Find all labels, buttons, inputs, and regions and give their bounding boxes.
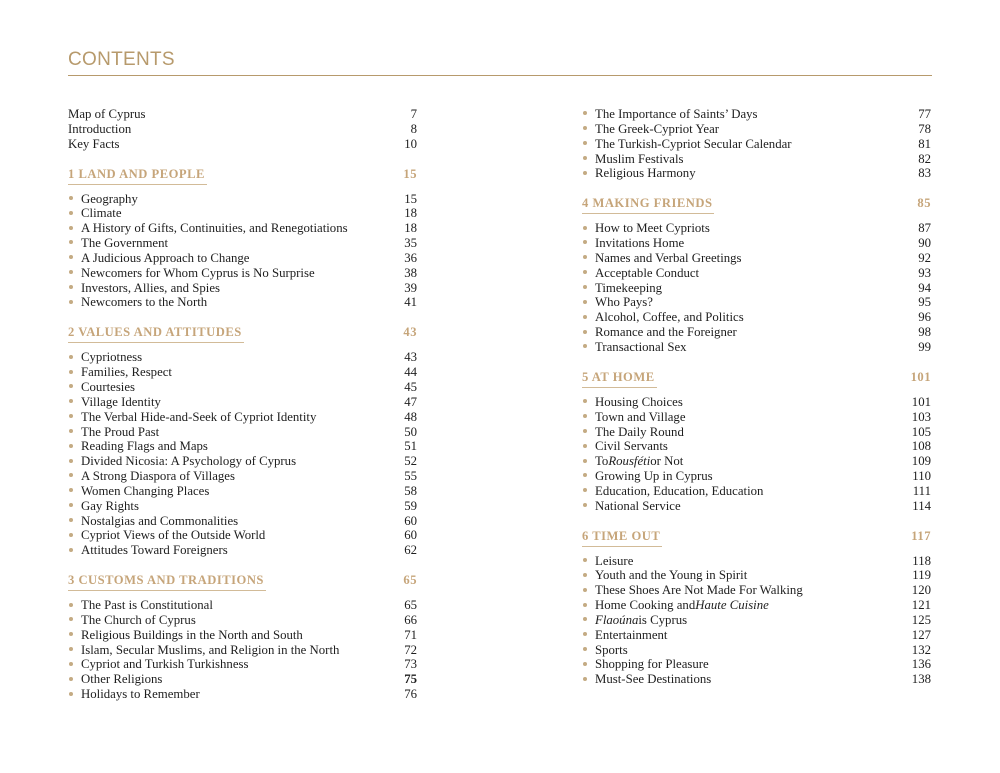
toc-entry-title: Timekeeping: [595, 280, 663, 295]
bullet-icon: [69, 444, 73, 448]
toc-entry[interactable]: [582, 310, 931, 325]
toc-entry[interactable]: [68, 425, 417, 440]
chapter-heading-title: 6 TIME OUT: [582, 528, 662, 547]
chapter-heading-title: 4 MAKING FRIENDS: [582, 195, 714, 214]
toc-entry[interactable]: [582, 236, 931, 251]
bullet-icon: [583, 156, 587, 160]
toc-entry-title: Map of Cyprus: [68, 107, 146, 121]
toc-entry-page: 77: [918, 107, 931, 121]
toc-entry-title: The Greek-Cypriot Year: [595, 121, 720, 136]
toc-entry[interactable]: [68, 543, 417, 558]
toc-entry[interactable]: [582, 554, 931, 569]
chapter-heading[interactable]: [582, 528, 931, 547]
bullet-icon: [583, 240, 587, 244]
toc-entry-title: Entertainment: [595, 627, 668, 642]
toc-entry-title: Newcomers for Whom Cyprus is No Surprise: [81, 265, 315, 280]
toc-entry[interactable]: [582, 454, 931, 469]
toc-entry-title: Names and Verbal Greetings: [595, 250, 742, 265]
toc-entry[interactable]: [68, 410, 417, 425]
toc-entry-page: 47: [404, 394, 417, 409]
bullet-icon: [583, 662, 587, 666]
toc-entry-title: A History of Gifts, Continuities, and Renegotiations: [81, 221, 348, 236]
bullet-icon: [69, 414, 73, 418]
toc-entry-page: 48: [404, 409, 417, 424]
toc-entry-page: 44: [404, 365, 417, 380]
toc-entry-title: Transactional Sex: [595, 339, 687, 354]
bullet-icon: [69, 429, 73, 433]
toc-entry[interactable]: [68, 236, 417, 251]
toc-entry-page: 59: [404, 498, 417, 513]
toc-entry-page: 10: [404, 136, 417, 151]
toc-entry-title: Invitations Home: [595, 236, 685, 251]
toc-entry-title: A Judicious Approach to Change: [81, 250, 250, 265]
chapter-heading[interactable]: [582, 195, 931, 214]
toc-entry[interactable]: [582, 395, 931, 410]
toc-entry-page: 105: [911, 424, 931, 439]
bullet-icon: [583, 444, 587, 448]
toc-entry[interactable]: [582, 425, 931, 440]
toc-entry-title: The Proud Past: [81, 424, 160, 439]
toc-entry[interactable]: [68, 469, 417, 484]
toc-entry-page: 71: [404, 627, 417, 642]
toc-entry-page: 125: [911, 612, 931, 627]
toc-entry[interactable]: [582, 251, 931, 266]
toc-entry-title: Cypriot and Turkish Turkishness: [81, 657, 249, 672]
toc-entry[interactable]: [68, 221, 417, 236]
bullet-icon: [583, 429, 587, 433]
toc-entry-title: Gay Rights: [81, 498, 139, 513]
toc-entry-page: 41: [404, 295, 417, 310]
chapter-heading-title: 2 VALUES AND ATTITUDES: [68, 324, 244, 343]
toc-entry-page: 132: [911, 642, 931, 657]
toc-entry[interactable]: [68, 206, 417, 221]
chapter-heading-page: 65: [403, 573, 417, 588]
toc-entry-title: Acceptable Conduct: [595, 265, 700, 280]
toc-entry[interactable]: [68, 598, 417, 613]
toc-entry-page: 76: [404, 687, 417, 702]
toc-entry-page: 43: [404, 350, 417, 365]
toc-entry-page: 83: [918, 166, 931, 181]
chapter-heading[interactable]: [68, 324, 417, 343]
toc-entry-page: 93: [918, 265, 931, 280]
chapter-heading-page: 117: [911, 528, 931, 543]
toc-entry[interactable]: [582, 598, 931, 613]
toc-entry[interactable]: [582, 439, 931, 454]
bullet-icon: [69, 473, 73, 477]
toc-entry-page: 78: [918, 121, 931, 136]
toc-entry-title: Holidays to Remember: [81, 687, 200, 702]
bullet-icon: [69, 300, 73, 304]
toc-entry-page: 35: [404, 236, 417, 251]
toc-entry-page: 58: [404, 483, 417, 498]
toc-entry-page: 51: [404, 439, 417, 454]
toc-entry-title: Islam, Secular Muslims, and Religion in the North: [81, 642, 340, 657]
bullet-icon: [69, 603, 73, 607]
toc-entry[interactable]: [582, 295, 931, 310]
toc-entry-title-italic: Flaoúna: [595, 612, 639, 627]
toc-entry-title: Geography: [81, 191, 138, 206]
toc-entry-title: Sports: [595, 642, 628, 657]
bullet-icon: [583, 255, 587, 259]
bullet-icon: [69, 255, 73, 259]
toc-entry[interactable]: [68, 657, 417, 672]
toc-entry[interactable]: [582, 469, 931, 484]
toc-entry-page: 38: [404, 265, 417, 280]
toc-entry-page: 121: [911, 598, 931, 613]
toc-entry-page: 92: [918, 250, 931, 265]
toc-entry[interactable]: [68, 528, 417, 543]
toc-entry-page: 95: [918, 295, 931, 310]
toc-entry-title: Divided Nicosia: A Psychology of Cyprus: [81, 454, 297, 469]
toc-entry[interactable]: [582, 266, 931, 281]
toc-entry[interactable]: [68, 439, 417, 454]
toc-entry[interactable]: [68, 266, 417, 281]
toc-entry[interactable]: [582, 628, 931, 643]
bullet-icon: [583, 473, 587, 477]
toc-entry[interactable]: [68, 137, 417, 152]
toc-entry[interactable]: [582, 281, 931, 296]
toc-entry[interactable]: [582, 657, 931, 672]
toc-entry-page: 15: [404, 191, 417, 206]
toc-entry[interactable]: [582, 221, 931, 236]
bullet-icon: [69, 211, 73, 215]
toc-entry[interactable]: [582, 672, 931, 687]
bullet-icon: [583, 270, 587, 274]
toc-entry-title: The Past is Constitutional: [81, 598, 213, 613]
toc-entry-page: 18: [404, 221, 417, 236]
toc-entry-title: Attitudes Toward Foreigners: [81, 543, 228, 558]
toc-entry-page: 136: [911, 657, 931, 672]
toc-entry-title: Village Identity: [81, 394, 161, 409]
bullet-icon: [69, 488, 73, 492]
bullet-icon: [583, 226, 587, 230]
toc-entry[interactable]: [68, 499, 417, 514]
toc-entry-page: 119: [912, 568, 931, 583]
toc-entry-page: 73: [404, 657, 417, 672]
bullet-icon: [583, 588, 587, 592]
toc-entry-title: Investors, Allies, and Spies: [81, 280, 220, 295]
toc-entry-title: The Government: [81, 236, 169, 251]
toc-entry-page: 94: [918, 280, 931, 295]
toc-entry-title: Key Facts: [68, 136, 120, 151]
toc-entry-page: 96: [918, 310, 931, 325]
bullet-icon: [69, 399, 73, 403]
toc-entry-title: Youth and the Young in Spirit: [595, 568, 748, 583]
toc-entry-page: 127: [911, 627, 931, 642]
toc-entry-page: 18: [404, 206, 417, 221]
toc-entry[interactable]: [68, 672, 417, 687]
toc-entry[interactable]: [582, 499, 931, 514]
chapter-heading-title: 5 AT HOME: [582, 369, 657, 388]
bullet-icon: [69, 632, 73, 636]
bullet-icon: [69, 503, 73, 507]
toc-entry-title: The Importance of Saints’ Days: [595, 107, 758, 121]
toc-entry[interactable]: [582, 410, 931, 425]
toc-entry[interactable]: [68, 687, 417, 702]
bullet-icon: [583, 111, 587, 115]
toc-entry[interactable]: [68, 454, 417, 469]
bullet-icon: [69, 285, 73, 289]
chapter-heading-page: 15: [403, 166, 417, 181]
toc-entry-title: The Turkish-Cypriot Secular Calendar: [595, 136, 792, 151]
toc-entry-title: Growing Up in Cyprus: [595, 469, 713, 484]
toc-entry-title: Muslim Festivals: [595, 151, 684, 166]
bullet-icon: [69, 226, 73, 230]
toc-left-column: [68, 107, 417, 702]
toc-entry[interactable]: [68, 395, 417, 410]
toc-entry-title: These Shoes Are Not Made For Walking: [595, 583, 803, 598]
bullet-icon: [583, 285, 587, 289]
toc-entry[interactable]: [68, 107, 417, 122]
title-rule: [68, 75, 932, 76]
toc-entry-page: 81: [918, 136, 931, 151]
toc-entry-title-italic: Haute Cuisine: [695, 598, 769, 613]
bullet-icon: [583, 632, 587, 636]
toc-entry[interactable]: [68, 350, 417, 365]
bullet-icon: [69, 647, 73, 651]
toc-entry[interactable]: [582, 166, 931, 181]
bullet-icon: [583, 141, 587, 145]
toc-entry-page: 114: [912, 498, 931, 513]
toc-entry[interactable]: [68, 514, 417, 529]
toc-entry-page: 72: [404, 642, 417, 657]
bullet-icon: [69, 459, 73, 463]
toc-entry-page: 7: [410, 107, 417, 121]
chapter-heading[interactable]: [582, 369, 931, 388]
toc-entry-page: 111: [912, 483, 931, 498]
bullet-icon: [583, 171, 587, 175]
toc-entry-page: 103: [911, 409, 931, 424]
toc-entry[interactable]: [582, 137, 931, 152]
toc-entry-page: 98: [918, 325, 931, 340]
toc-entry[interactable]: [582, 613, 931, 628]
toc-entry-page: 65: [404, 598, 417, 613]
toc-entry-title-pre: Home Cooking and: [595, 598, 696, 613]
chapter-heading-page: 85: [917, 196, 931, 211]
toc-entry-page: 82: [918, 151, 931, 166]
bullet-icon: [583, 558, 587, 562]
toc-entry-title: Must-See Destinations: [595, 672, 712, 687]
bullet-icon: [583, 647, 587, 651]
toc-entry-title: Civil Servants: [595, 439, 668, 454]
bullet-icon: [583, 488, 587, 492]
toc-entry[interactable]: [68, 628, 417, 643]
toc-entry[interactable]: [582, 340, 931, 355]
toc-entry-title: Nostalgias and Commonalities: [81, 513, 239, 528]
toc-entry[interactable]: [582, 643, 931, 658]
toc-entry-page: 109: [911, 454, 931, 469]
toc-entry[interactable]: [68, 613, 417, 628]
page-title: CONTENTS: [68, 49, 175, 70]
toc-entry-title: Cypriotness: [81, 350, 143, 365]
toc-entry-page: 138: [911, 672, 931, 687]
bullet-icon: [583, 344, 587, 348]
bullet-icon: [583, 330, 587, 334]
bullet-icon: [69, 384, 73, 388]
toc-entry-page: 118: [912, 553, 931, 568]
chapter-heading-page: 101: [910, 369, 931, 384]
toc-entry-title: Reading Flags and Maps: [81, 439, 208, 454]
toc-entry-page: 8: [410, 121, 417, 136]
toc-entry-page: 50: [404, 424, 417, 439]
toc-entry[interactable]: [68, 251, 417, 266]
chapter-heading[interactable]: [68, 572, 417, 591]
toc-entry[interactable]: [582, 484, 931, 499]
toc-entry[interactable]: [68, 643, 417, 658]
toc-entry-title: Introduction: [68, 121, 132, 136]
toc-entry-title: Other Religions: [81, 672, 163, 687]
toc-entry-title: The Daily Round: [595, 424, 684, 439]
toc-entry-title: Romance and the Foreigner: [595, 325, 737, 340]
bullet-icon: [583, 459, 587, 463]
toc-entry-title: Alcohol, Coffee, and Politics: [595, 310, 744, 325]
toc-entry[interactable]: [68, 281, 417, 296]
toc-entry[interactable]: [582, 583, 931, 598]
bullet-icon: [69, 677, 73, 681]
toc-entry-title: Religious Buildings in the North and South: [81, 627, 303, 642]
toc-entry-page: 110: [912, 469, 931, 484]
toc-entry-title: How to Meet Cypriots: [595, 221, 710, 236]
toc-entry-page: 62: [404, 543, 417, 558]
chapter-heading-title: 1 LAND AND PEOPLE: [68, 166, 207, 185]
bullet-icon: [583, 300, 587, 304]
toc-entry-title-pre: To: [595, 454, 609, 469]
bullet-icon: [583, 399, 587, 403]
bullet-icon: [69, 240, 73, 244]
bullet-icon: [583, 603, 587, 607]
toc-entry[interactable]: [68, 365, 417, 380]
bullet-icon: [69, 617, 73, 621]
toc-entry-page: 60: [404, 528, 417, 543]
toc-entry-page: 120: [911, 583, 931, 598]
toc-entry-title: Leisure: [595, 553, 634, 568]
bullet-icon: [583, 617, 587, 621]
bullet-icon: [69, 533, 73, 537]
toc-entry-title: Newcomers to the North: [81, 295, 208, 310]
chapter-heading-title: 3 CUSTOMS AND TRADITIONS: [68, 572, 266, 591]
bullet-icon: [69, 196, 73, 200]
toc-entry-title-post: or Not: [650, 454, 684, 469]
toc-entry-page: 36: [404, 250, 417, 265]
toc-entry[interactable]: [582, 325, 931, 340]
bullet-icon: [583, 414, 587, 418]
toc-entry-title: Courtesies: [81, 379, 136, 394]
toc-entry-page: 52: [404, 454, 417, 469]
bullet-icon: [583, 677, 587, 681]
toc-right-column: [582, 107, 931, 687]
toc-entry-page: 90: [918, 236, 931, 251]
toc-entry-title: Cypriot Views of the Outside World: [81, 528, 266, 543]
toc-entry-title: A Strong Diaspora of Villages: [81, 469, 235, 484]
bullet-icon: [69, 518, 73, 522]
chapter-heading-page: 43: [403, 325, 417, 340]
bullet-icon: [69, 548, 73, 552]
toc-entry-page: 66: [404, 612, 417, 627]
bullet-icon: [583, 573, 587, 577]
bullet-icon: [583, 126, 587, 130]
toc-entry-title: Shopping for Pleasure: [595, 657, 709, 672]
bullet-icon: [69, 370, 73, 374]
toc-entry[interactable]: [582, 152, 931, 167]
toc-entry-page: 39: [404, 280, 417, 295]
toc-entry[interactable]: [68, 380, 417, 395]
toc-entry-title: Religious Harmony: [595, 166, 696, 181]
toc-entry-page: 75: [404, 672, 417, 687]
bullet-icon: [69, 692, 73, 696]
toc-entry[interactable]: [68, 484, 417, 499]
toc-entry-title-italic: Rousféti: [608, 454, 651, 469]
toc-entry-title: Education, Education, Education: [595, 483, 764, 498]
bullet-icon: [583, 503, 587, 507]
toc-entry-title: Housing Choices: [595, 394, 683, 409]
toc-entry-page: 101: [911, 394, 931, 409]
toc-entry[interactable]: [68, 295, 417, 310]
toc-entry-page: 60: [404, 513, 417, 528]
toc-entry-page: 108: [911, 439, 931, 454]
toc-entry-title: Climate: [81, 206, 122, 221]
toc-entry[interactable]: [582, 568, 931, 583]
toc-entry-title: The Verbal Hide-and-Seek of Cypriot Identity: [81, 409, 317, 424]
bullet-icon: [69, 270, 73, 274]
toc-entry[interactable]: [582, 107, 931, 122]
toc-entry-title-post: is Cyprus: [638, 612, 688, 627]
toc-entry-page: 45: [404, 379, 417, 394]
toc-entry[interactable]: [68, 192, 417, 207]
toc-entry-title: Families, Respect: [81, 365, 172, 380]
toc-entry-page: 55: [404, 469, 417, 484]
bullet-icon: [583, 315, 587, 319]
toc-entry-title: The Church of Cyprus: [81, 612, 196, 627]
toc-entry-title: Town and Village: [595, 409, 686, 424]
bullet-icon: [69, 662, 73, 666]
toc-entry-page: 99: [918, 339, 931, 354]
toc-entry-page: 87: [918, 221, 931, 236]
toc-entry-title: Women Changing Places: [81, 483, 210, 498]
toc-entry-title: Who Pays?: [595, 295, 653, 310]
chapter-heading[interactable]: [68, 166, 417, 185]
toc-entry-title: National Service: [595, 498, 681, 513]
bullet-icon: [69, 355, 73, 359]
toc-entry[interactable]: [68, 122, 417, 137]
toc-entry[interactable]: [582, 122, 931, 137]
